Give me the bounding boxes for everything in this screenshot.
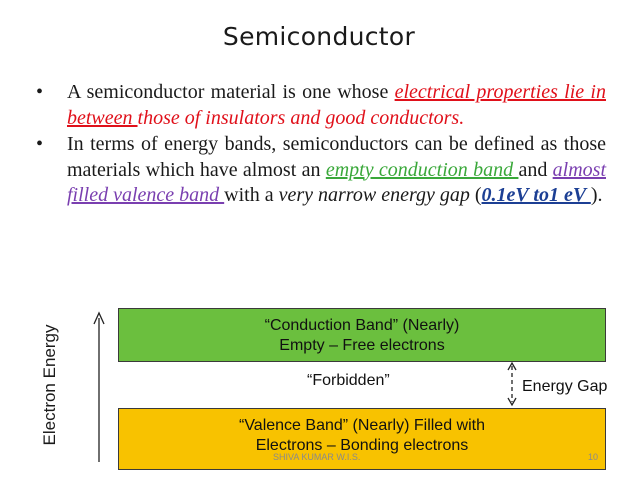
bullet-text: ). — [590, 184, 603, 206]
highlight-text: empty conduction band — [325, 158, 519, 181]
bullet-text: ( — [469, 184, 482, 206]
bullet-text: A semiconductor material is one whose — [67, 81, 395, 103]
highlight-text: almost filled valence band — [67, 158, 606, 206]
valence-band-label: “Valence Band” (Nearly) Filled with — [238, 417, 485, 434]
bullet-marker: • — [36, 81, 44, 103]
energy-gap-arrowhead-bottom — [508, 398, 516, 405]
valence-band-sublabel: Electrons – Bonding electrons — [255, 437, 469, 454]
energy-axis-arrowhead — [94, 313, 104, 324]
slide-title: Semiconductor — [222, 22, 416, 51]
conduction-band — [118, 308, 606, 362]
conduction-band-sublabel: Empty – Free electrons — [279, 337, 445, 354]
conduction-band-label: “Conduction Band” (Nearly) — [264, 317, 460, 334]
bullet-text: and — [518, 158, 553, 181]
footer-author: SHIVA KUMAR W.I.S. — [273, 452, 361, 462]
bullet-text: In terms of energy bands, semiconductors can be defined as those materials which have almost an — [67, 133, 606, 181]
valence-band — [118, 408, 606, 470]
energy-gap-label: Energy Gap — [522, 378, 608, 395]
highlight-text: electrical properties lie in between — [67, 81, 606, 129]
bullet-marker: • — [36, 133, 44, 155]
bullet-item — [36, 132, 606, 209]
bullet-list — [36, 80, 606, 210]
emphasis-text: very narrow energy gap — [278, 184, 470, 206]
bullet-text: with a — [224, 184, 279, 206]
forbidden-label: “Forbidden” — [307, 372, 390, 389]
energy-gap-arrowhead-top — [508, 363, 516, 370]
highlight-text: 0.1eV to1 eV — [481, 184, 591, 206]
bullet-item — [36, 80, 606, 131]
emphasis-text: those of insulators and good conductors. — [137, 106, 465, 129]
y-axis-label: Electron Energy — [40, 324, 59, 446]
page-number: 10 — [588, 452, 599, 462]
